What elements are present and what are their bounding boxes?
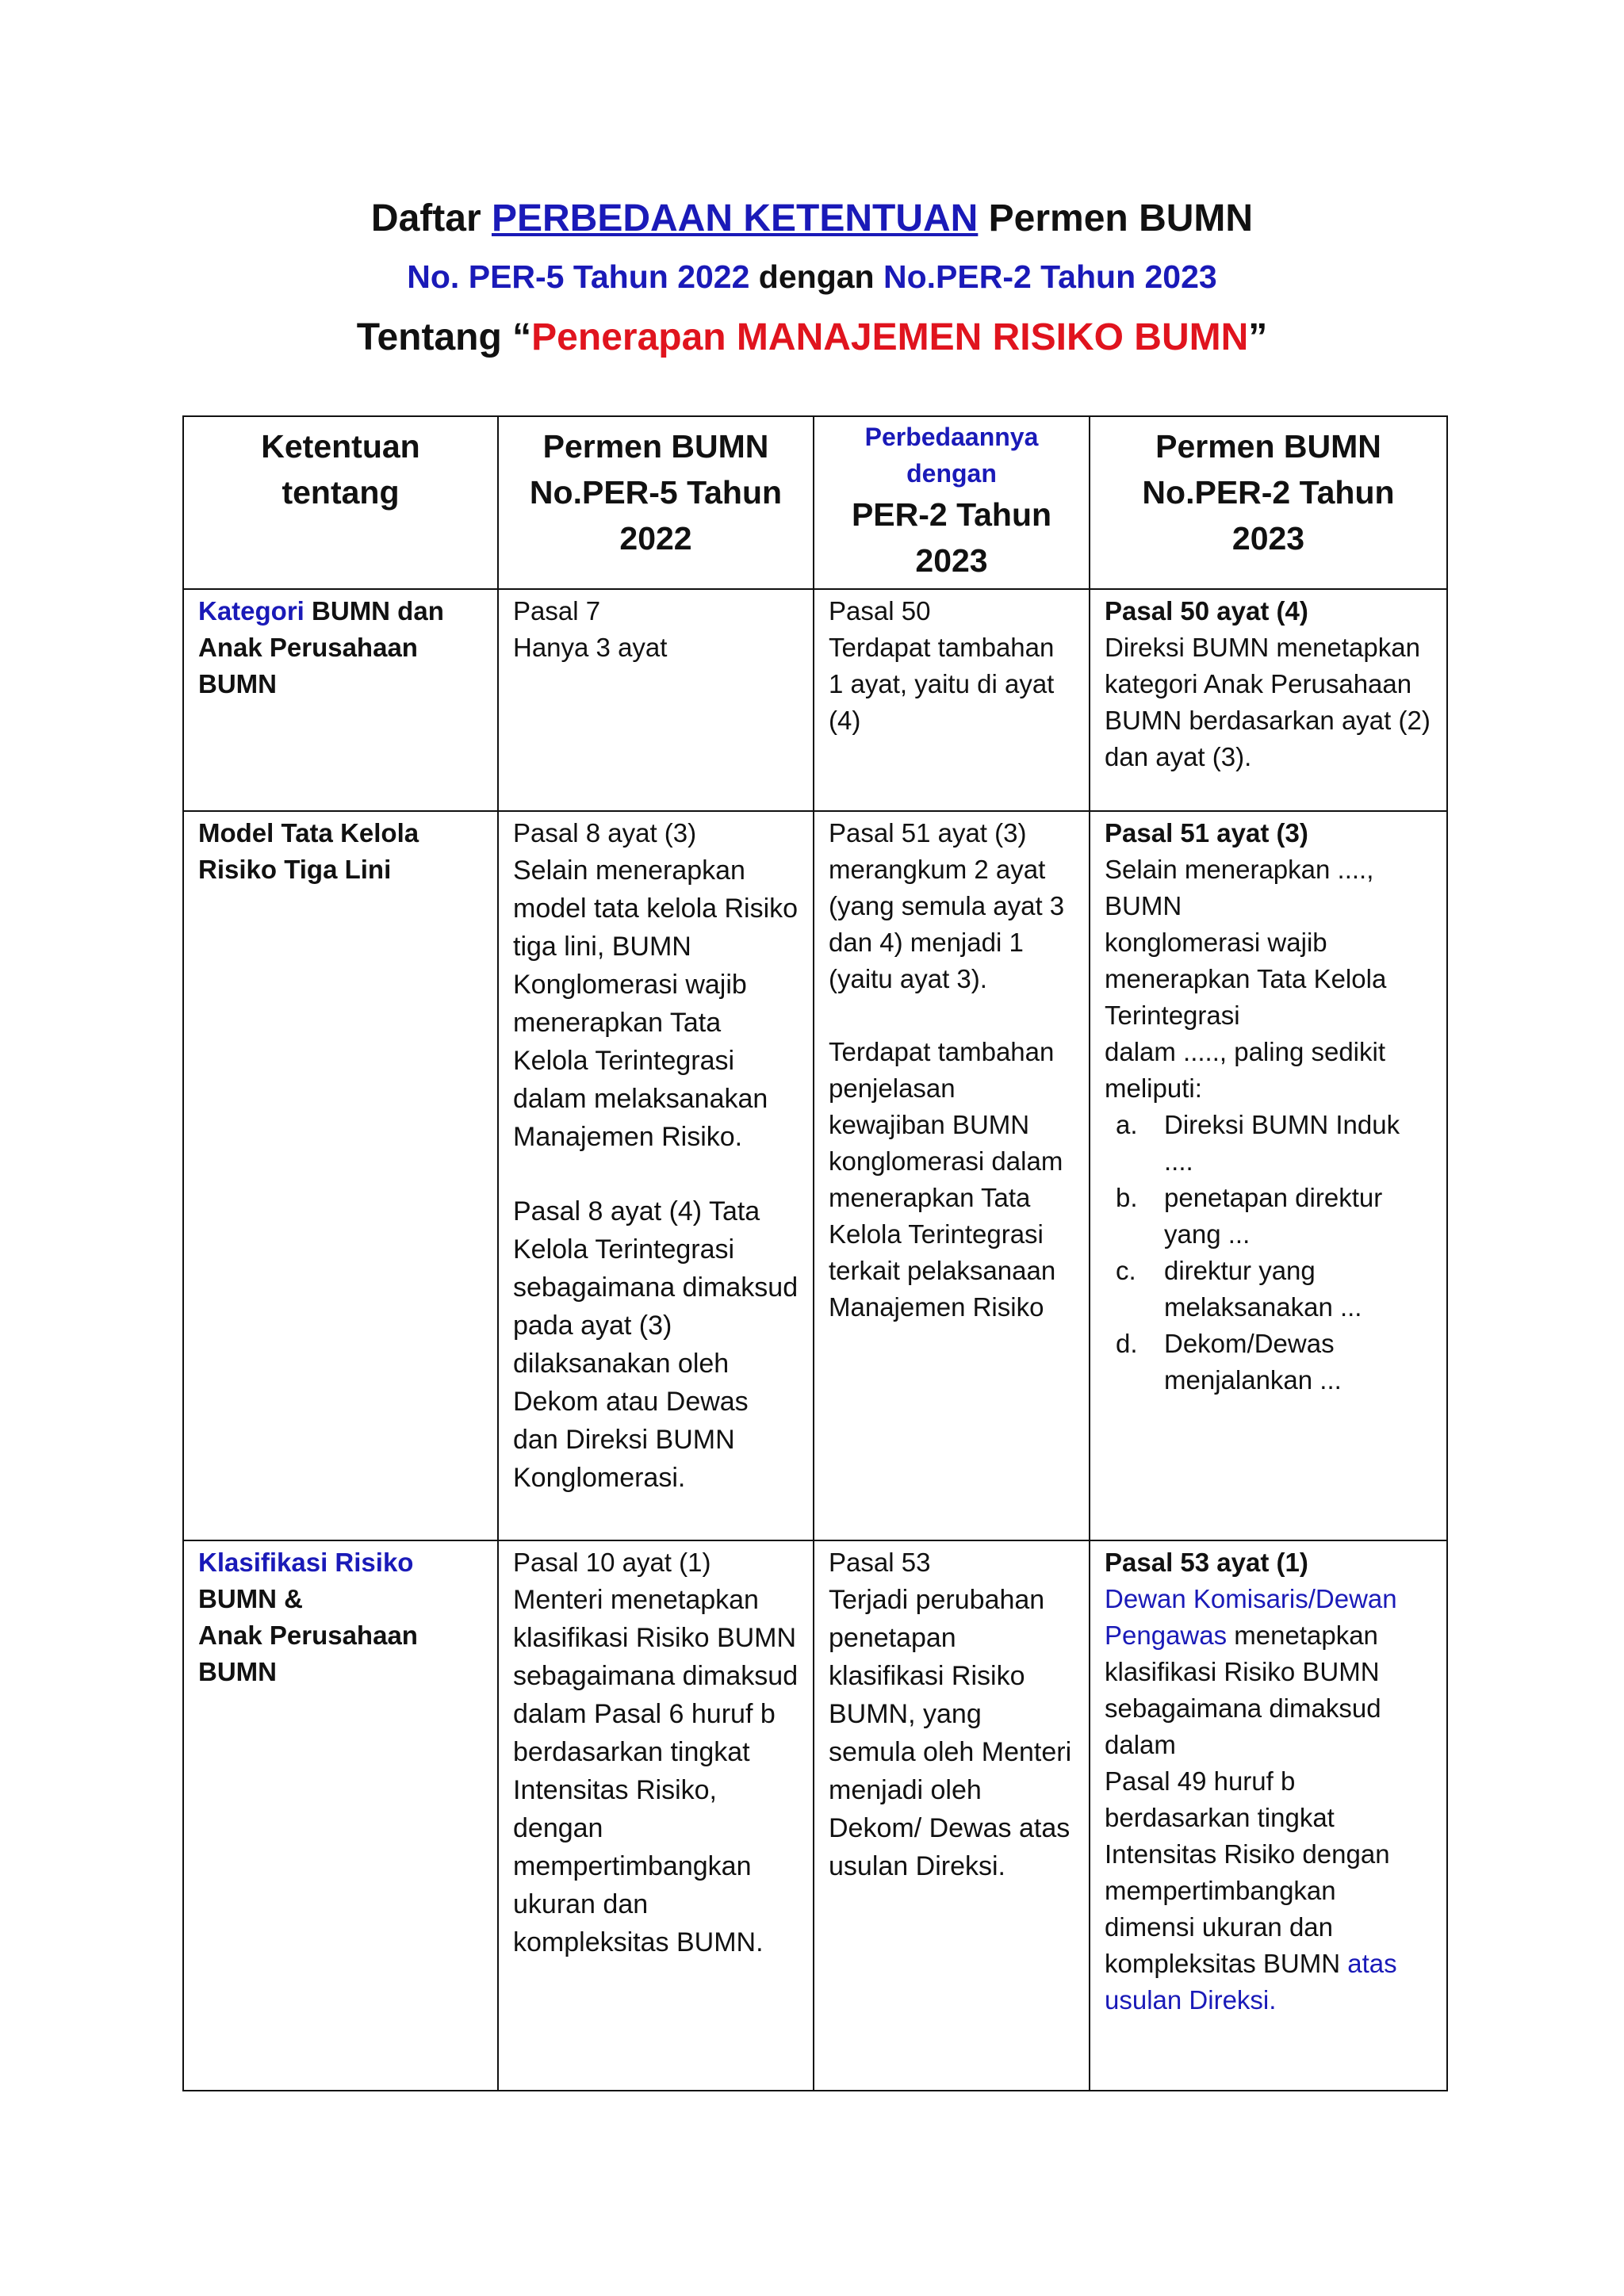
list-item: d. Dekom/Dewas menjalankan ... xyxy=(1116,1329,1342,1395)
old-cell: Pasal 8 ayat (3) Selain menerapkan model tata kelola Risiko tiga lini, BUMN Konglomerasi wajib menerapkan Tata Kelola Terintegrasi dalam melaksanakan Manajemen Risiko. Pasal 8 ayat (4) Tata Kelola Terintegrasi sebagaimana dimaksud pada ayat (3) dilaksanakan oleh Dekom atau Dewas dan Direksi BUMN Konglomerasi. xyxy=(498,811,814,1540)
title-suffix: Permen BUMN xyxy=(978,197,1254,239)
list-item: b. penetapan direktur yang ... xyxy=(1116,1183,1383,1249)
difference-cell: Pasal 50 Terdapat tambahan 1 ayat, yaitu di ayat (4) xyxy=(814,589,1090,811)
header-old-regulation: Permen BUMN No.PER-5 Tahun 2022 xyxy=(498,416,814,589)
title-line-2 xyxy=(0,258,1624,296)
comparison-table xyxy=(182,415,1448,2091)
new-cell: Pasal 51 ayat (3) Selain menerapkan ...., BUMN konglomerasi wajib menerapkan Tata Kelola Terintegrasi dalam ....., paling sedikit meliputi: a. Direksi BUMN Induk .... b. penetapan direktur yang ... c. direktur yang melaksanakan ... d. Dekom/Dewas menjalankan ... xyxy=(1090,811,1447,1540)
header-new-regulation: Permen BUMN No.PER-2 Tahun 2023 xyxy=(1090,416,1447,589)
difference-cell: Pasal 53 Terjadi perubahan penetapan klasifikasi Risiko BUMN, yang semula oleh Menteri menjadi oleh Dekom/ Dewas atas usulan Direksi. xyxy=(814,1540,1090,2091)
topic-cell: Model Tata Kelola Risiko Tiga Lini xyxy=(183,811,498,1540)
list-item: c. direktur yang melaksanakan ... xyxy=(1116,1256,1362,1322)
table-row xyxy=(183,1540,1447,2091)
old-cell: Pasal 10 ayat (1) Menteri menetapkan klasifikasi Risiko BUMN sebagaimana dimaksud dalam Pasal 6 huruf b berdasarkan tingkat Intensitas Risiko, dengan mempertimbangkan ukuran dan kompleksitas BUMN. xyxy=(498,1540,814,2091)
table-row xyxy=(183,811,1447,1540)
title-link[interactable]: PERBEDAAN KETENTUAN xyxy=(491,197,979,239)
old-cell: Pasal 7 Hanya 3 ayat xyxy=(498,589,814,811)
title-line-1 xyxy=(0,197,1624,240)
header-differences: Perbedaannya dengan PER-2 Tahun 2023 xyxy=(814,416,1090,589)
title-prefix: Daftar xyxy=(370,197,492,239)
table-row xyxy=(183,589,1447,811)
title-about: Tentang “ xyxy=(356,316,532,358)
header-row xyxy=(183,416,1447,589)
title-connector: dengan xyxy=(749,258,883,295)
requirement-list xyxy=(1105,1107,1432,1399)
title-subject: Penerapan MANAJEMEN RISIKO BUMN xyxy=(531,316,1249,358)
new-cell: Pasal 50 ayat (4) Direksi BUMN menetapkan kategori Anak Perusahaan BUMN berdasarkan ayat (2) dan ayat (3). xyxy=(1090,589,1447,811)
list-item: a. Direksi BUMN Induk .... xyxy=(1116,1110,1400,1176)
topic-cell: Kategori BUMN dan Anak Perusahaan BUMN xyxy=(183,589,498,811)
title-line-3 xyxy=(0,316,1624,359)
title-quote-close: ” xyxy=(1248,316,1268,358)
title-regulation-old: No. PER-5 Tahun 2022 xyxy=(407,258,750,295)
topic-cell: Klasifikasi Risiko BUMN & Anak Perusahaan BUMN xyxy=(183,1540,498,2091)
header-topic: Ketentuan tentang xyxy=(183,416,498,589)
new-cell: Pasal 53 ayat (1) Dewan Komisaris/Dewan Pengawas menetapkan klasifikasi Risiko BUMN sebagaimana dimaksud dalam Pasal 49 huruf b berdasarkan tingkat Intensitas Risiko dengan mempertimbangkan dimensi ukuran dan kompleksitas BUMN atas usulan Direksi. xyxy=(1090,1540,1447,2091)
title-regulation-new: No.PER-2 Tahun 2023 xyxy=(883,258,1217,295)
difference-cell: Pasal 51 ayat (3) merangkum 2 ayat (yang semula ayat 3 dan 4) menjadi 1 (yaitu ayat 3). Terdapat tambahan penjelasan kewajiban BUMN konglomerasi dalam menerapkan Tata Kelola Terintegrasi terkait pelaksanaan Manajemen Risiko xyxy=(814,811,1090,1540)
